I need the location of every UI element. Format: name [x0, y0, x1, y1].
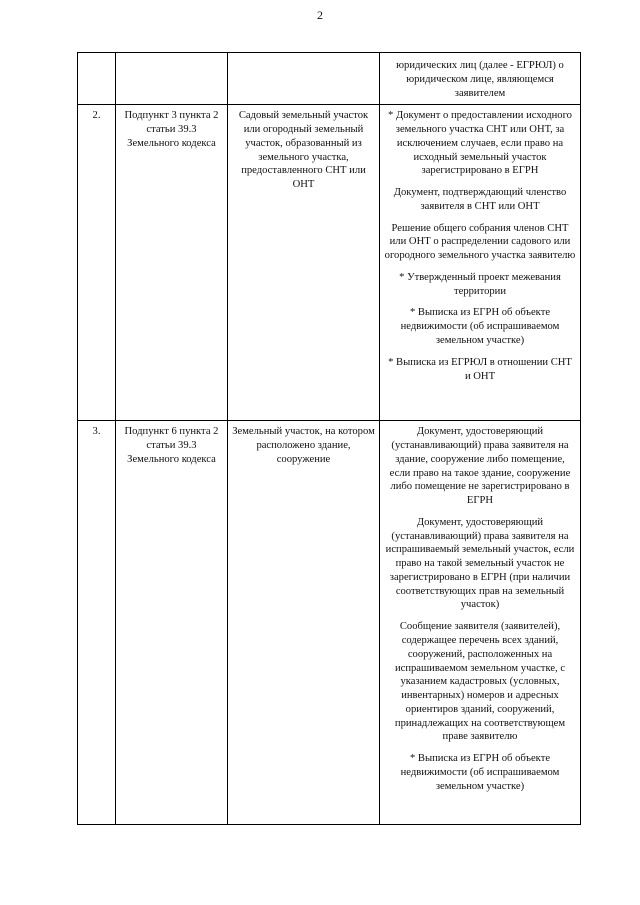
document-item: * Документ о предоставлении исходного земельного участка СНТ или ОНТ, за исключением случаев, если право на исходный земельный участок зарегистрировано в ЕГРН	[388, 110, 572, 177]
document-item: * Выписка из ЕГРЮЛ в отношении СНТ и ОНТ	[388, 356, 572, 382]
land-plot-cell: Земельный участок, на котором расположено здание, сооружение	[228, 421, 380, 825]
document-item: * Выписка из ЕГРН об объекте недвижимости (об испрашиваемом земельном участке)	[400, 307, 560, 347]
legal-basis-cell: Подпункт 6 пункта 2 статьи 39.3 Земельного кодекса	[116, 421, 228, 825]
legal-basis-cell	[116, 53, 228, 105]
document-item: Документ, удостоверяющий (устанавливающий) права заявителя на испрашиваемый земельный участок, если право на такой земельный участок не зарегистрировано в ЕГРН (при наличии соответствующих прав на земельный участок)	[385, 516, 575, 611]
document-item: Решение общего собрания членов СНТ или ОНТ о распределении садового или огородного земельного участка заявителю	[384, 222, 576, 262]
document-item: Документ, подтверждающий членство заявителя в СНТ или ОНТ	[393, 187, 567, 212]
land-plot-cell: Садовый земельный участок или огородный земельный участок, образованный из земельного участка, предоставленного СНТ или ОНТ	[228, 105, 380, 421]
document-item: * Утвержденный проект межевания территории	[399, 271, 561, 297]
table-row	[78, 53, 581, 105]
table-row	[78, 421, 581, 825]
document-item: юридических лиц (далее - ЕГРЮЛ) о юридическом лице, являющемся заявителем	[396, 60, 564, 99]
documents-cell	[380, 421, 581, 825]
row-number-cell: 2.	[78, 105, 116, 421]
document-item: Документ, удостоверяющий (устанавливающий) права заявителя на здание, сооружение либо помещение, если право на такое здание, сооружение либо помещение не зарегистрировано в ЕГРН	[389, 426, 571, 507]
documents-table	[77, 52, 581, 825]
legal-basis-cell: Подпункт 3 пункта 2 статьи 39.3 Земельного кодекса	[116, 105, 228, 421]
document-item: Сообщение заявителя (заявителей), содержащее перечень всех зданий, сооружений, расположенных на испрашиваемом земельном участке, с указанием кадастровых (условных, инвентарных) номеров и адресных ориентиров зданий, сооружений, принадлежащих на соответствующем праве заявителю	[394, 621, 566, 743]
land-plot-cell	[228, 53, 380, 105]
document-item: * Выписка из ЕГРН об объекте недвижимости (об испрашиваемом земельном участке)	[400, 753, 560, 792]
documents-cell	[380, 53, 581, 105]
documents-cell	[380, 105, 581, 421]
table-row	[78, 105, 581, 421]
row-number-cell: 3.	[78, 421, 116, 825]
row-number-cell	[78, 53, 116, 105]
page-number: 2	[317, 8, 323, 22]
